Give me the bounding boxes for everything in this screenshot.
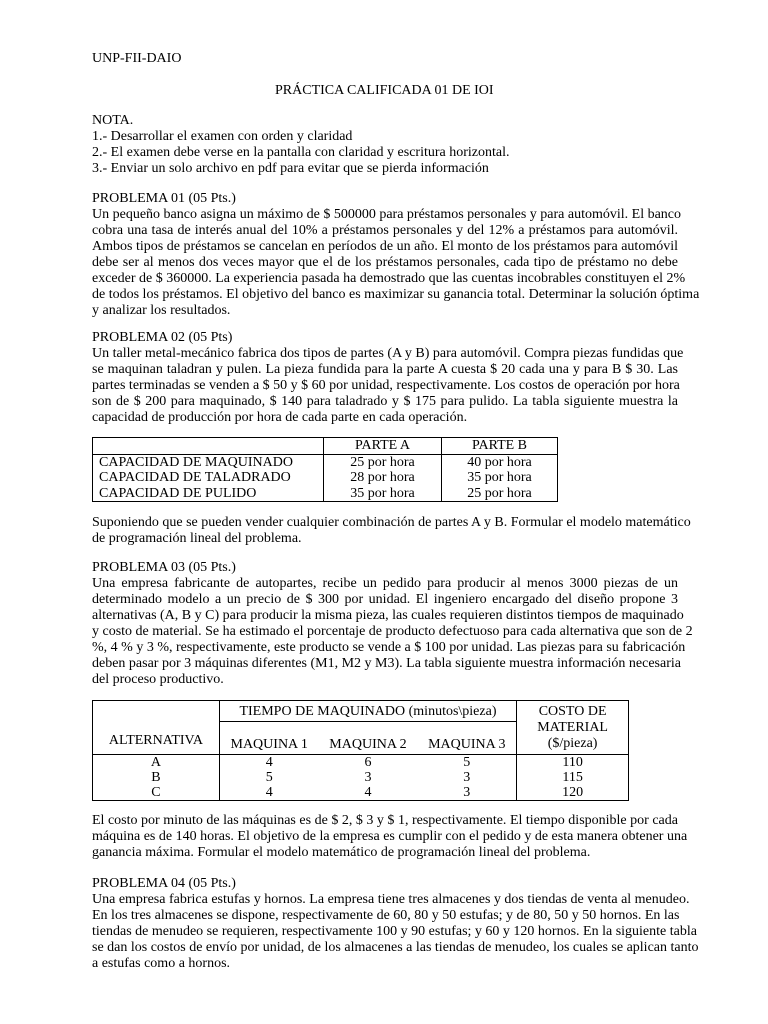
nota-item: 1.- Desarrollar el examen con orden y claridad — [92, 129, 353, 144]
table-cell: 4 — [219, 755, 318, 771]
machine-header: MAQUINA 2 — [329, 737, 407, 752]
problem-02-text: son de $ 200 para maquinado, $ 140 para taladrado y $ 175 para pulido. La tabla siguiente muestra la — [92, 394, 678, 409]
nota-item: 3.- Enviar un solo archivo en pdf para evitar que se pierda información — [92, 161, 489, 176]
problem-02-text: partes terminadas se venden a $ 50 y $ 60 por unidad, respectivamente. Los costos de operación por hora — [92, 378, 680, 393]
table-cell: 35 por hora — [324, 486, 442, 502]
problem-02-text: de programación lineal del problema. — [92, 531, 302, 546]
problem-01-text: debe ser al menos dos veces mayor que el de los préstamos personales, cada tipo de préstamo no debe — [92, 255, 678, 270]
problem-01-text: Un pequeño banco asigna un máximo de $ 500000 para préstamos personales y para automóvil. El banco — [92, 207, 682, 222]
machining-table — [92, 700, 629, 801]
table-cell: CAPACIDAD DE MAQUINADO — [93, 454, 324, 470]
problem-01-text: de todos los préstamos. El objetivo del banco es maximizar su ganancia total. Determinar la solución óptima — [92, 287, 700, 302]
costo-header — [517, 701, 629, 755]
problem-04-text: a estufas como a hornos. — [92, 956, 231, 971]
table-cell: 35 por hora — [467, 470, 532, 485]
nota-item: 2.- El examen debe verse en la pantalla con claridad y escritura horizontal. — [92, 145, 510, 160]
problem-02-text: se maquinan taladran y pulen. La pieza fundida para la parte A cuesta $ 20 cada una y para B $ 30. Las — [92, 362, 678, 377]
problem-03-text: máquina es de 140 horas. El objetivo de la empresa es cumplir con el pedido y de esta manera obtener una — [92, 829, 688, 844]
problem-03-text: El costo por minuto de las máquinas es de $ 2, $ 3 y $ 1, respectivamente. El tiempo disponible por cada — [92, 813, 678, 828]
table-header-cell: PARTE B — [442, 438, 558, 455]
problem-03-text: deben pasar por 3 máquinas diferentes (M1, M2 y M3). La tabla siguiente muestra información necesaria — [92, 656, 681, 671]
document-title: PRÁCTICA CALIFICADA 01 DE IOI — [275, 83, 494, 98]
table-header-row — [93, 438, 558, 455]
table-cell: 110 — [517, 755, 629, 771]
problem-03-text: ganancia máxima. Formular el modelo matemático de programación lineal del problema. — [92, 845, 591, 860]
problem-03-text: Una empresa fabricante de autopartes, recibe un pedido para producir al menos 3000 piezas de un — [92, 576, 678, 591]
problem-03-text: del proceso productivo. — [92, 672, 224, 687]
capacity-table — [92, 437, 558, 502]
problem-04-text: se dan los costos de envío por unidad, de los almacenes a las tiendas de menudeo, los cuales se aplican tanto — [92, 940, 699, 955]
table-cell: 115 — [562, 770, 583, 785]
problem-02-text: Suponiendo que se pueden vender cualquier combinación de partes A y B. Formular el modelo matemático — [92, 515, 691, 530]
table-cell: A — [93, 755, 220, 771]
table-cell: 25 por hora — [467, 485, 532, 501]
problem-04-text: tiendas de menudeo se requieren, respectivamente 100 y 90 estufas; y 60 y 120 hornos. En la siguiente tabla — [92, 924, 697, 939]
table-header-cell — [93, 438, 324, 455]
problem-01-text: cobra una tasa de interés anual del 10% a préstamos personales y del 12% a préstamos para automóvil. — [92, 223, 678, 238]
problem-02-text: Un taller metal-mecánico fabrica dos tipos de partes (A y B) para automóvil. Compra piezas fundidas que — [92, 346, 684, 361]
table-header-cell: PARTE A — [324, 438, 442, 455]
table-cell: 6 — [319, 755, 418, 771]
costo-header-line: ($/pieza) — [547, 735, 598, 751]
tiempo-header: TIEMPO DE MAQUINADO (minutos\pieza) — [219, 701, 516, 722]
problem-03-text: y costo de material. Se ha estimado el porcentaje de producto defectuoso para cada alternativa que son de 2 — [92, 624, 693, 639]
problem-01-title: PROBLEMA 01 (05 Pts.) — [92, 191, 236, 206]
machine-header: MAQUINA 1 — [230, 737, 308, 752]
costo-header-line: MATERIAL — [537, 719, 608, 735]
table-cell: 25 por hora — [324, 454, 442, 470]
table-row — [93, 785, 629, 801]
table-row — [93, 755, 629, 771]
problem-04-text: Una empresa fabrica estufas y hornos. La empresa tiene tres almacenes y dos tiendas de venta al menudeo. — [92, 892, 690, 907]
table-cell: CAPACIDAD DE PULIDO — [93, 486, 324, 502]
table-header-row — [93, 701, 629, 722]
problem-04-text: En los tres almacenes se dispone, respectivamente de 60, 80 y 50 estufas; y de 80, 50 y 50 hornos. En las — [92, 908, 680, 923]
table-row — [93, 470, 558, 486]
table-cell: C — [93, 785, 220, 801]
alternativa-header: ALTERNATIVA — [93, 701, 220, 755]
document-header: UNP-FII-DAIO — [92, 51, 182, 66]
table-cell: CAPACIDAD DE TALADRADO — [93, 470, 324, 486]
table-row — [93, 770, 629, 785]
table-cell: 4 — [364, 785, 372, 800]
table-cell: 3 — [417, 770, 516, 785]
table-cell: 5 — [417, 755, 516, 771]
table-cell: 4 — [265, 785, 273, 800]
problem-03-text: determinado modelo a un precio de $ 300 por unidad. El ingeniero encargado del diseño propone 3 — [92, 592, 678, 607]
problem-01-text: Ambos tipos de préstamos se cancelan en períodos de un año. El monto de los préstamos para automóvil — [92, 239, 678, 254]
costo-header-line: COSTO DE — [538, 703, 607, 719]
problem-03-text: %, 4 % y 3 %, respectivamente, este producto se vende a $ 100 por unidad. Las piezas para su fabricación — [92, 640, 686, 655]
table-cell: 3 — [417, 785, 516, 801]
table-cell: B — [93, 770, 220, 785]
problem-04-title: PROBLEMA 04 (05 Pts.) — [92, 876, 236, 891]
problem-03-title: PROBLEMA 03 (05 Pts.) — [92, 560, 236, 575]
problem-03-text: alternativas (A, B y C) para producir la misma pieza, las cuales requieren distintos tiempos de maquinado — [92, 608, 684, 623]
table-row — [93, 486, 558, 502]
table-cell: 28 por hora — [324, 470, 442, 486]
problem-01-text: exceder de $ 360000. La experiencia pasada ha demostrado que las cuentas incobrables constituyen el 2% — [92, 271, 686, 286]
table-cell: 5 — [265, 770, 273, 785]
nota-label: NOTA. — [92, 113, 134, 128]
table-row — [93, 454, 558, 470]
table-cell: 120 — [562, 785, 584, 800]
problem-01-text: y analizar los resultados. — [92, 303, 231, 318]
problem-02-title: PROBLEMA 02 (05 Pts) — [92, 330, 233, 345]
table-cell: 40 por hora — [467, 454, 532, 470]
table-cell: 3 — [364, 770, 372, 785]
problem-02-text: capacidad de producción por hora de cada parte en cada operación. — [92, 410, 468, 425]
machine-header: MAQUINA 3 — [417, 722, 516, 755]
